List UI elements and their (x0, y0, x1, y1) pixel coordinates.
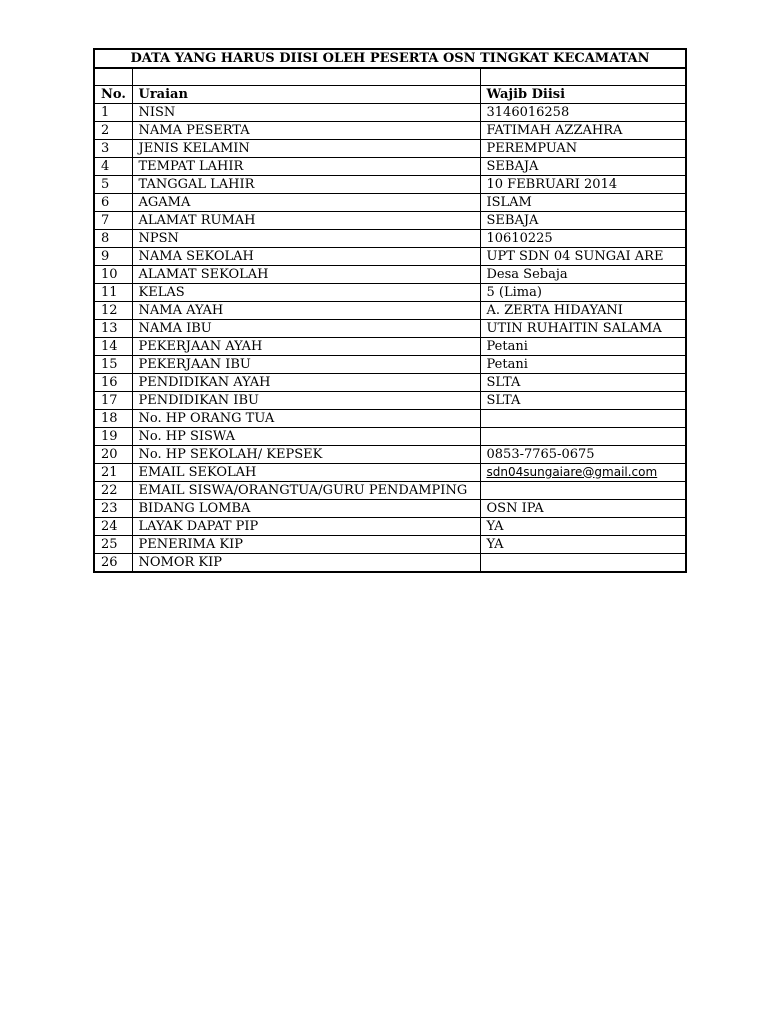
row-uraian: EMAIL SEKOLAH (132, 463, 480, 481)
row-number: 9 (94, 247, 132, 265)
table-row (94, 283, 686, 301)
row-uraian: PEKERJAAN IBU (132, 355, 480, 373)
row-uraian: TANGGAL LAHIR (132, 175, 480, 193)
row-uraian: JENIS KELAMIN (132, 139, 480, 157)
blank-cell (480, 68, 686, 85)
row-uraian: NOMOR KIP (132, 553, 480, 572)
table-row (94, 247, 686, 265)
row-number: 18 (94, 409, 132, 427)
table-row (94, 391, 686, 409)
row-value: sdn04sungaiare@gmail.com (480, 463, 686, 481)
row-number: 10 (94, 265, 132, 283)
row-value: Petani (480, 337, 686, 355)
table-row (94, 103, 686, 121)
row-uraian: BIDANG LOMBA (132, 499, 480, 517)
row-value: 10 FEBRUARI 2014 (480, 175, 686, 193)
row-number: 23 (94, 499, 132, 517)
row-number: 3 (94, 139, 132, 157)
row-value: Desa Sebaja (480, 265, 686, 283)
row-value: ISLAM (480, 193, 686, 211)
row-value: UPT SDN 04 SUNGAI ARE (480, 247, 686, 265)
table-row (94, 229, 686, 247)
row-number: 13 (94, 319, 132, 337)
row-value: 5 (Lima) (480, 283, 686, 301)
header-row (94, 85, 686, 103)
header-uraian: Uraian (132, 85, 480, 103)
row-uraian: No. HP ORANG TUA (132, 409, 480, 427)
table-row (94, 373, 686, 391)
row-value: FATIMAH AZZAHRA (480, 121, 686, 139)
blank-cell (94, 68, 132, 85)
row-number: 6 (94, 193, 132, 211)
row-number: 5 (94, 175, 132, 193)
table-row (94, 319, 686, 337)
row-number: 20 (94, 445, 132, 463)
table-row (94, 481, 686, 499)
row-number: 7 (94, 211, 132, 229)
table-row (94, 499, 686, 517)
row-value: UTIN RUHAITIN SALAMA (480, 319, 686, 337)
data-table (93, 48, 687, 573)
row-uraian: LAYAK DAPAT PIP (132, 517, 480, 535)
row-value (480, 409, 686, 427)
row-value: 0853-7765-0675 (480, 445, 686, 463)
table-row (94, 193, 686, 211)
row-number: 22 (94, 481, 132, 499)
row-uraian: ALAMAT RUMAH (132, 211, 480, 229)
table-row (94, 445, 686, 463)
row-uraian: No. HP SEKOLAH/ KEPSEK (132, 445, 480, 463)
title-row (94, 49, 686, 68)
table-row (94, 517, 686, 535)
row-value (480, 481, 686, 499)
row-number: 11 (94, 283, 132, 301)
row-number: 26 (94, 553, 132, 572)
table-row (94, 157, 686, 175)
row-number: 21 (94, 463, 132, 481)
table-row (94, 265, 686, 283)
row-uraian: NPSN (132, 229, 480, 247)
table-row (94, 427, 686, 445)
row-value: SEBAJA (480, 211, 686, 229)
row-value: A. ZERTA HIDAYANI (480, 301, 686, 319)
row-value: SEBAJA (480, 157, 686, 175)
row-value: 3146016258 (480, 103, 686, 121)
row-uraian: NAMA IBU (132, 319, 480, 337)
row-uraian: TEMPAT LAHIR (132, 157, 480, 175)
row-number: 2 (94, 121, 132, 139)
row-uraian: ALAMAT SEKOLAH (132, 265, 480, 283)
row-number: 24 (94, 517, 132, 535)
row-uraian: PENDIDIKAN AYAH (132, 373, 480, 391)
table-row (94, 535, 686, 553)
table-row (94, 139, 686, 157)
row-uraian: NAMA SEKOLAH (132, 247, 480, 265)
row-uraian: NAMA AYAH (132, 301, 480, 319)
row-uraian: PENERIMA KIP (132, 535, 480, 553)
table-row (94, 409, 686, 427)
table-row (94, 355, 686, 373)
row-uraian: KELAS (132, 283, 480, 301)
row-uraian: AGAMA (132, 193, 480, 211)
table-row (94, 121, 686, 139)
row-number: 1 (94, 103, 132, 121)
table-row (94, 463, 686, 481)
row-number: 15 (94, 355, 132, 373)
row-number: 14 (94, 337, 132, 355)
row-uraian: PENDIDIKAN IBU (132, 391, 480, 409)
row-value: 10610225 (480, 229, 686, 247)
row-value: SLTA (480, 391, 686, 409)
row-uraian: NAMA PESERTA (132, 121, 480, 139)
row-value: YA (480, 517, 686, 535)
row-number: 25 (94, 535, 132, 553)
row-number: 17 (94, 391, 132, 409)
table-title: DATA YANG HARUS DIISI OLEH PESERTA OSN TINGKAT KECAMATAN (94, 49, 686, 68)
row-value: YA (480, 535, 686, 553)
row-value: OSN IPA (480, 499, 686, 517)
row-number: 8 (94, 229, 132, 247)
row-value: PEREMPUAN (480, 139, 686, 157)
header-no: No. (94, 85, 132, 103)
row-uraian: EMAIL SISWA/ORANGTUA/GURU PENDAMPING (132, 481, 480, 499)
table-row (94, 211, 686, 229)
row-number: 16 (94, 373, 132, 391)
row-uraian: PEKERJAAN AYAH (132, 337, 480, 355)
blank-row (94, 68, 686, 85)
header-wajib-diisi: Wajib Diisi (480, 85, 686, 103)
row-value: Petani (480, 355, 686, 373)
row-value (480, 427, 686, 445)
row-number: 4 (94, 157, 132, 175)
table-row (94, 553, 686, 572)
row-number: 19 (94, 427, 132, 445)
table-row (94, 301, 686, 319)
row-uraian: No. HP SISWA (132, 427, 480, 445)
row-uraian: NISN (132, 103, 480, 121)
table-row (94, 337, 686, 355)
table-row (94, 175, 686, 193)
blank-cell (132, 68, 480, 85)
row-number: 12 (94, 301, 132, 319)
row-value: SLTA (480, 373, 686, 391)
row-value (480, 553, 686, 572)
